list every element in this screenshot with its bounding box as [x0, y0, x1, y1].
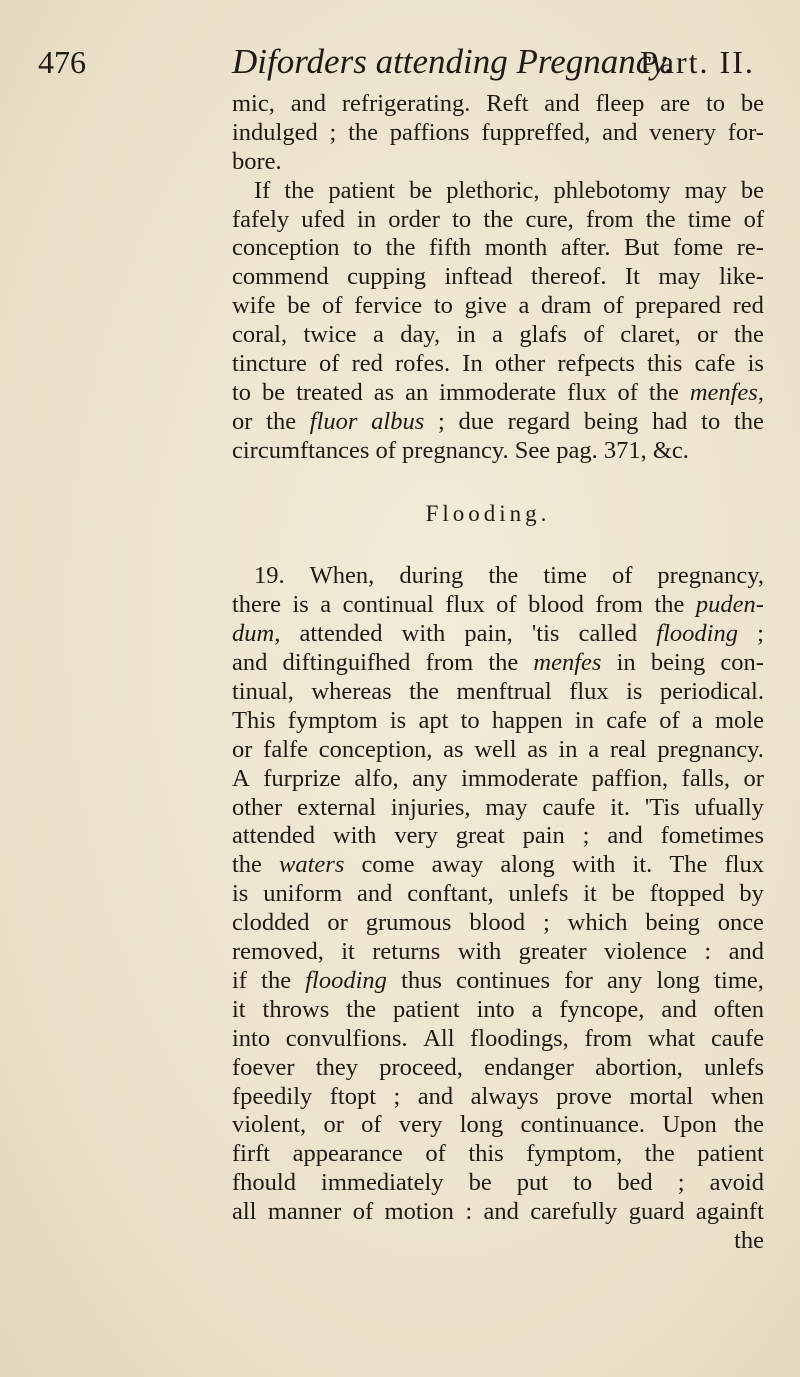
text-line: and diftinguifhed from the menfes in being con- [232, 649, 764, 677]
text-line: if the flooding thus continues for any long time, [232, 966, 764, 994]
running-title: Diforders attending Pregnancy. [232, 42, 674, 81]
text-line: foever they proceed, endanger abortion, unlefs [232, 1053, 764, 1081]
text-line: into convulfions. All floodings, from what caufe [232, 1024, 764, 1052]
text-line: it throws the patient into a fyncope, and often [232, 995, 764, 1023]
text-line: other external injuries, may caufe it. 'Tis ufually [232, 793, 764, 821]
text-line: wife be of fervice to give a dram of prepared red [232, 292, 764, 320]
text-line: tincture of red rofes. In other refpects this cafe is [232, 350, 764, 378]
text-line: dum, attended with pain, 'tis called flooding ; [232, 620, 764, 648]
text-line: is uniform and conftant, unlefs it be ftopped by [232, 880, 764, 908]
text-line: fafely ufed in order to the cure, from the time of [232, 205, 764, 233]
text-line: mic, and refrigerating. Reft and fleep are to be [232, 90, 764, 117]
text-line: violent, or of very long continuance. Upon the [232, 1111, 764, 1139]
text-line: removed, it returns with greater violence : and [232, 938, 764, 966]
text-line: clodded or grumous blood ; which being once [232, 909, 764, 937]
part-label: Part. II. [640, 44, 755, 80]
section-heading: Flooding. [425, 500, 551, 526]
text-line: commend cupping inftead thereof. It may like- [232, 263, 764, 291]
text-line: the [734, 1226, 764, 1254]
text-line: circumftances of pregnancy. See pag. 371, &c. [232, 436, 689, 464]
text-line: A furprize alfo, any immoderate paffion, falls, or [232, 764, 764, 792]
text-line: all manner of motion : and carefully guard againft [232, 1198, 764, 1226]
text-line: to be treated as an immoderate flux of the menfes, [232, 378, 764, 406]
text-line: there is a continual flux of blood from the puden- [232, 591, 764, 619]
text-line: attended with very great pain ; and fometimes [232, 822, 764, 850]
text-line: indulged ; the paffions fuppreffed, and venery for- [232, 118, 764, 146]
text-line: If the patient be plethoric, phlebotomy may be [254, 176, 764, 204]
body-text [232, 90, 764, 1256]
text-line: firft appearance of this fymptom, the patient [232, 1140, 764, 1168]
text-line: or the fluor albus ; due regard being had to the [232, 407, 764, 435]
page-number: 476 [38, 44, 86, 80]
text-line: This fymptom is apt to happen in cafe of a mole [232, 706, 764, 734]
text-line: fpeedily ftopt ; and always prove mortal when [232, 1082, 764, 1110]
spacer [232, 528, 764, 562]
text-line: tinual, whereas the menftrual flux is periodical. [232, 678, 764, 706]
text-line: fhould immediately be put to bed ; avoid [232, 1169, 764, 1197]
text-line: coral, twice a day, in a glafs of claret, or the [232, 321, 764, 349]
text-line: bore. [232, 147, 282, 175]
text-line: or falfe conception, as well as in a real pregnancy. [232, 735, 764, 763]
text-line: 19. When, during the time of pregnancy, [254, 562, 764, 590]
spacer [232, 466, 764, 500]
page-header [0, 42, 800, 92]
text-line: the waters come away along with it. The flux [232, 851, 764, 879]
text-line: conception to the fifth month after. But fome re- [232, 234, 764, 262]
